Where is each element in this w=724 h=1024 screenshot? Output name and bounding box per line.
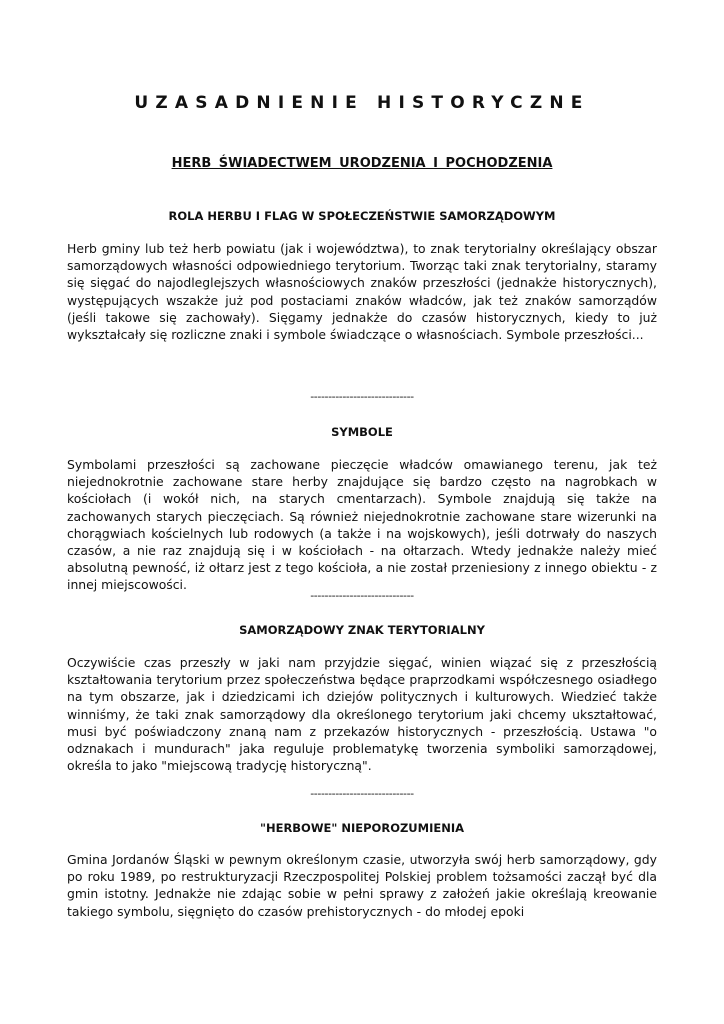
separator-line: ----------------------------- (310, 391, 414, 403)
section-text-herbowe-nieporozumienia: Gmina Jordanów Śląski w pewnym określonym czasie, utworzyła swój herb samorządowy, gdy po roku 1989, po restrukturyzacji Rzeczpospolitej Polskiej problem tożsamości zaczął być dla gmin istotny. Jednakże nie zdając sobie w pełni sprawy z założeń jakie określają kreowanie takiego symbolu, sięgnięto do czasów prehistorycznych - do młodej epoki (67, 852, 657, 919)
section-text-samorzadowy-znak: Oczywiście czas przeszły w jaki nam przyjdzie sięgać, winien wiązać się z przeszłością kształtowania terytorium przez społeczeństwa będące praprzodkami współczesnego osiadłego na tym obszarze, jak i dziedzicami ich dziejów politycznych i kulturowych. Wiedzieć także winniśmy, że taki znak samorządowy dla określonego terytorium jaki chcemy ukształtować, musi być poświadczony znaną nam z przekazów historycznych - przeszłością. Ustawa "o odznakach i mundurach" jaka reguluje problematykę tworzenia symboliki samorządowej, określa to jako "miejscową tradycję historyczną". (67, 655, 657, 774)
separator-line: ----------------------------- (310, 590, 414, 602)
separator-line: ----------------------------- (310, 788, 414, 800)
section-text-rola-herbu: Herb gminy lub też herb powiatu (jak i województwa), to znak terytorialny określający obszar samorządowych własności odpowiedniego terytorium. Tworząc taki znak terytorialny, staramy się sięgać do najodleglejszych własnościowych znaków przeszłości (jednakże historycznych), występujących wszakże już pod postaciami znaków władców, jak też znaków samorządów (jeśli takowe się zachowały). Sięgamy jednakże do czasów historycznych, kiedy to już wykształcały się rozliczne znaki i symbole świadczące o własnościach. Symbole przeszłości... (67, 241, 657, 343)
section-heading-rola-herbu: ROLA HERBU I FLAG W SPOŁECZEŃSTWIE SAMORZĄDOWYM (168, 209, 556, 223)
section-heading-samorzadowy-znak: SAMORZĄDOWY ZNAK TERYTORIALNY (239, 623, 485, 637)
section-heading-symbole: SYMBOLE (331, 425, 393, 439)
section-text-symbole: Symbolami przeszłości są zachowane pieczęcie władców omawianego terenu, jak też niejednokrotnie zachowane stare herby znajdujące się bardzo często na nagrobkach w kościołach (i wokół nich, na starych cmentarzach). Symbole znajdują się także na zachowanych starych pieczęciach. Są również niejednokrotnie zachowane stare wizerunki na chorągwiach kościelnych lub rodowych (a także i na wojskowych), jeśli dotrwały do naszych czasów, a nie raz znajdują się i w kościołach - na ołtarzach. Wtedy jednakże należy mieć absolutną pewność, iż ołtarz jest z tego kościoła, a nie został przeniesiony z innego obiektu - z innej miejscowości. (67, 457, 657, 593)
document-title: UZASADNIENIE HISTORYCZNE (134, 93, 590, 113)
document-subtitle: HERB ŚWIADECTWEM URODZENIA I POCHODZENIA (171, 156, 553, 171)
section-heading-herbowe-nieporozumienia: "HERBOWE" NIEPOROZUMIENIA (259, 821, 465, 835)
